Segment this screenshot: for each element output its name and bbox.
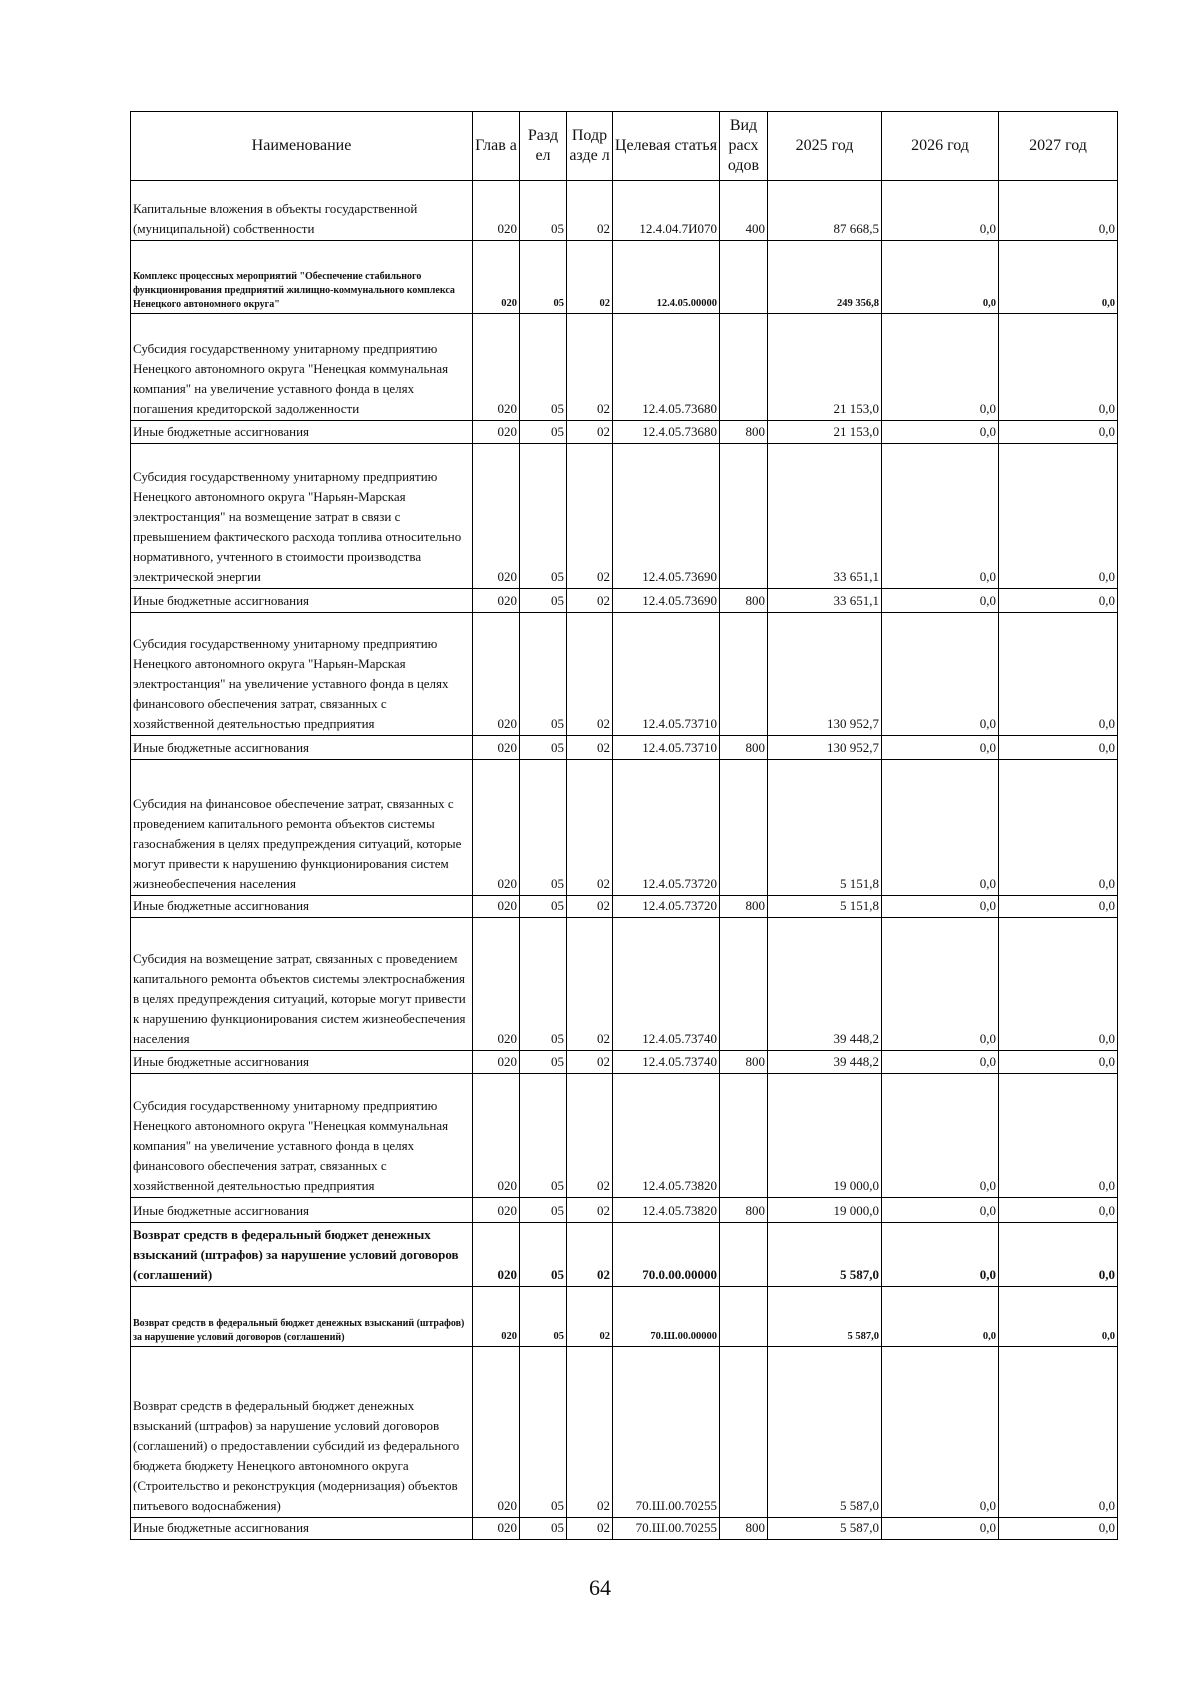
row-target: 12.4.05.73680 (613, 314, 720, 421)
row-podrazdel: 02 (567, 1074, 613, 1198)
table-row (131, 1051, 1118, 1074)
row-podrazdel: 02 (567, 589, 613, 613)
row-2026: 0,0 (882, 589, 999, 613)
row-target: 12.4.05.73740 (613, 918, 720, 1051)
row-2026: 0,0 (882, 896, 999, 918)
col-header-razdel: Разд ел (520, 112, 567, 181)
row-2027: 0,0 (999, 1518, 1118, 1540)
row-glava: 020 (473, 589, 520, 613)
table-row (131, 613, 1118, 736)
row-2025: 33 651,1 (768, 444, 882, 589)
row-target: 70.Ш.00.70255 (613, 1518, 720, 1540)
row-target: 12.4.05.73720 (613, 760, 720, 896)
row-2025: 5 587,0 (768, 1223, 882, 1287)
row-glava: 020 (473, 1223, 520, 1287)
table-row (131, 444, 1118, 589)
row-2025: 5 151,8 (768, 760, 882, 896)
col-header-glava: Глав а (473, 112, 520, 181)
row-2027: 0,0 (999, 314, 1118, 421)
col-header-target: Целевая статья (613, 112, 720, 181)
row-podrazdel: 02 (567, 314, 613, 421)
row-podrazdel: 02 (567, 181, 613, 241)
row-2025: 39 448,2 (768, 1051, 882, 1074)
table-row (131, 1074, 1118, 1198)
row-name: Возврат средств в федеральный бюджет денежных взысканий (штрафов) за нарушение условий договоров (соглашений) (131, 1223, 473, 1287)
row-razdel: 05 (520, 589, 567, 613)
row-2025: 21 153,0 (768, 314, 882, 421)
table-row (131, 181, 1118, 241)
row-razdel: 05 (520, 1051, 567, 1074)
row-vid: 800 (720, 1198, 768, 1223)
row-2025: 249 356,8 (768, 241, 882, 314)
table-row (131, 589, 1118, 613)
row-2027: 0,0 (999, 736, 1118, 760)
row-vid: 800 (720, 421, 768, 444)
row-name: Комплекс процессных мероприятий "Обеспечение стабильного функционирования предприятий жилищно-коммунального комплекса Ненецкого автономного округа" (131, 241, 473, 314)
row-podrazdel: 02 (567, 421, 613, 444)
row-podrazdel: 02 (567, 1287, 613, 1347)
row-2027: 0,0 (999, 1074, 1118, 1198)
row-vid: 800 (720, 1518, 768, 1540)
row-razdel: 05 (520, 613, 567, 736)
row-glava: 020 (473, 421, 520, 444)
row-razdel: 05 (520, 421, 567, 444)
row-2027: 0,0 (999, 918, 1118, 1051)
row-target: 12.4.05.00000 (613, 241, 720, 314)
row-2027: 0,0 (999, 241, 1118, 314)
table-row (131, 241, 1118, 314)
row-vid (720, 241, 768, 314)
row-glava: 020 (473, 613, 520, 736)
row-2026: 0,0 (882, 918, 999, 1051)
row-razdel: 05 (520, 241, 567, 314)
row-vid: 800 (720, 1051, 768, 1074)
row-vid (720, 1223, 768, 1287)
row-name: Возврат средств в федеральный бюджет денежных взысканий (штрафов) за нарушение условий договоров (соглашений) о предоставлении субсидий из федерального бюджета бюджету Ненецкого автономного округа (Строительство и реконструкция (модернизация) объектов питьевого водоснабжения) (131, 1347, 473, 1518)
row-vid (720, 1074, 768, 1198)
row-vid (720, 918, 768, 1051)
row-glava: 020 (473, 1518, 520, 1540)
row-2025: 5 151,8 (768, 896, 882, 918)
row-2025: 87 668,5 (768, 181, 882, 241)
row-razdel: 05 (520, 444, 567, 589)
row-podrazdel: 02 (567, 1347, 613, 1518)
row-2025: 5 587,0 (768, 1347, 882, 1518)
table-row (131, 736, 1118, 760)
row-target: 12.4.05.73690 (613, 589, 720, 613)
row-podrazdel: 02 (567, 736, 613, 760)
row-target: 70.0.00.00000 (613, 1223, 720, 1287)
row-name: Капитальные вложения в объекты государственной (муниципальной) собственности (131, 181, 473, 241)
row-target: 12.4.05.73680 (613, 421, 720, 444)
row-vid (720, 760, 768, 896)
row-target: 12.4.05.73820 (613, 1074, 720, 1198)
row-target: 12.4.04.7И070 (613, 181, 720, 241)
budget-table (130, 111, 1118, 1540)
table-row (131, 1223, 1118, 1287)
row-2026: 0,0 (882, 1287, 999, 1347)
row-2025: 19 000,0 (768, 1074, 882, 1198)
col-header-vid: Вид расх одов (720, 112, 768, 181)
row-target: 12.4.05.73720 (613, 896, 720, 918)
row-2027: 0,0 (999, 896, 1118, 918)
row-target: 12.4.05.73820 (613, 1198, 720, 1223)
row-2026: 0,0 (882, 444, 999, 589)
row-glava: 020 (473, 1051, 520, 1074)
row-2027: 0,0 (999, 589, 1118, 613)
row-2025: 33 651,1 (768, 589, 882, 613)
row-2026: 0,0 (882, 241, 999, 314)
row-glava: 020 (473, 241, 520, 314)
row-glava: 020 (473, 444, 520, 589)
table-row (131, 1198, 1118, 1223)
row-razdel: 05 (520, 760, 567, 896)
row-2027: 0,0 (999, 1223, 1118, 1287)
row-2026: 0,0 (882, 736, 999, 760)
row-2025: 39 448,2 (768, 918, 882, 1051)
row-2025: 21 153,0 (768, 421, 882, 444)
row-2025: 5 587,0 (768, 1287, 882, 1347)
row-razdel: 05 (520, 918, 567, 1051)
row-2025: 130 952,7 (768, 736, 882, 760)
row-name: Иные бюджетные ассигнования (131, 1198, 473, 1223)
page-number: 64 (589, 1575, 611, 1600)
row-name: Субсидия государственному унитарному предприятию Ненецкого автономного округа "Ненецкая коммунальная компания" на увеличение уставного фонда в целях погашения кредиторской задолженности (131, 314, 473, 421)
row-razdel: 05 (520, 181, 567, 241)
row-target: 12.4.05.73710 (613, 613, 720, 736)
row-podrazdel: 02 (567, 613, 613, 736)
row-name: Субсидия государственному унитарному предприятию Ненецкого автономного округа "Нарьян-Марская электростанция" на увеличение уставного фонда в целях финансового обеспечения затрат, связанных с хозяйственной деятельностью предприятия (131, 613, 473, 736)
table-row (131, 421, 1118, 444)
row-name: Иные бюджетные ассигнования (131, 896, 473, 918)
row-2027: 0,0 (999, 1347, 1118, 1518)
row-vid: 800 (720, 896, 768, 918)
row-podrazdel: 02 (567, 760, 613, 896)
row-podrazdel: 02 (567, 444, 613, 589)
row-podrazdel: 02 (567, 918, 613, 1051)
row-2025: 130 952,7 (768, 613, 882, 736)
row-2026: 0,0 (882, 1051, 999, 1074)
row-podrazdel: 02 (567, 1198, 613, 1223)
row-name: Иные бюджетные ассигнования (131, 421, 473, 444)
row-target: 12.4.05.73740 (613, 1051, 720, 1074)
table-row (131, 1518, 1118, 1540)
row-2025: 5 587,0 (768, 1518, 882, 1540)
row-name: Субсидия государственному унитарному предприятию Ненецкого автономного округа "Нарьян-Марская электростанция" на возмещение затрат в связи с превышением фактического расхода топлива относительно нормативного, учтенного в стоимости производства электрической энергии (131, 444, 473, 589)
row-name: Иные бюджетные ассигнования (131, 1518, 473, 1540)
row-2027: 0,0 (999, 421, 1118, 444)
row-glava: 020 (473, 1198, 520, 1223)
row-razdel: 05 (520, 1518, 567, 1540)
row-2026: 0,0 (882, 1223, 999, 1287)
row-2026: 0,0 (882, 314, 999, 421)
row-2027: 0,0 (999, 444, 1118, 589)
row-razdel: 05 (520, 1074, 567, 1198)
col-header-2025: 2025 год (768, 112, 882, 181)
row-2026: 0,0 (882, 613, 999, 736)
row-name: Иные бюджетные ассигнования (131, 1051, 473, 1074)
row-podrazdel: 02 (567, 1518, 613, 1540)
row-razdel: 05 (520, 1347, 567, 1518)
row-glava: 020 (473, 1347, 520, 1518)
row-2026: 0,0 (882, 1347, 999, 1518)
row-2026: 0,0 (882, 1074, 999, 1198)
row-vid (720, 314, 768, 421)
col-header-2027: 2027 год (999, 112, 1118, 181)
row-vid (720, 1347, 768, 1518)
row-glava: 020 (473, 181, 520, 241)
row-name: Иные бюджетные ассигнования (131, 589, 473, 613)
header-row (131, 112, 1118, 181)
row-2026: 0,0 (882, 760, 999, 896)
row-2027: 0,0 (999, 760, 1118, 896)
table-row (131, 760, 1118, 896)
row-vid (720, 1287, 768, 1347)
row-glava: 020 (473, 736, 520, 760)
row-2027: 0,0 (999, 1198, 1118, 1223)
table-row (131, 1287, 1118, 1347)
row-vid: 800 (720, 589, 768, 613)
row-2027: 0,0 (999, 613, 1118, 736)
row-vid: 800 (720, 736, 768, 760)
row-glava: 020 (473, 1074, 520, 1198)
row-razdel: 05 (520, 736, 567, 760)
row-target: 70.Ш.00.00000 (613, 1287, 720, 1347)
row-2026: 0,0 (882, 421, 999, 444)
row-2026: 0,0 (882, 181, 999, 241)
row-target: 70.Ш.00.70255 (613, 1347, 720, 1518)
row-razdel: 05 (520, 1198, 567, 1223)
row-glava: 020 (473, 896, 520, 918)
row-2027: 0,0 (999, 1287, 1118, 1347)
row-razdel: 05 (520, 1287, 567, 1347)
row-target: 12.4.05.73690 (613, 444, 720, 589)
table-row (131, 314, 1118, 421)
table-row (131, 1347, 1118, 1518)
col-header-podrazdel: Подр азде л (567, 112, 613, 181)
row-2025: 19 000,0 (768, 1198, 882, 1223)
row-podrazdel: 02 (567, 1051, 613, 1074)
row-name: Субсидия на финансовое обеспечение затрат, связанных с проведением капитального ремонта объектов системы газоснабжения в целях предупреждения ситуаций, которые могут привести к нарушению функционирования систем жизнеобеспечения населения (131, 760, 473, 896)
row-podrazdel: 02 (567, 241, 613, 314)
row-2027: 0,0 (999, 181, 1118, 241)
row-glava: 020 (473, 760, 520, 896)
row-podrazdel: 02 (567, 896, 613, 918)
row-podrazdel: 02 (567, 1223, 613, 1287)
col-header-2026: 2026 год (882, 112, 999, 181)
table-row (131, 918, 1118, 1051)
row-glava: 020 (473, 314, 520, 421)
col-header-name: Наименование (131, 112, 473, 181)
row-razdel: 05 (520, 1223, 567, 1287)
row-2027: 0,0 (999, 1051, 1118, 1074)
row-2026: 0,0 (882, 1518, 999, 1540)
row-target: 12.4.05.73710 (613, 736, 720, 760)
row-vid (720, 613, 768, 736)
row-2026: 0,0 (882, 1198, 999, 1223)
table-row (131, 896, 1118, 918)
row-vid: 400 (720, 181, 768, 241)
row-vid (720, 444, 768, 589)
row-glava: 020 (473, 918, 520, 1051)
row-razdel: 05 (520, 314, 567, 421)
row-name: Субсидия на возмещение затрат, связанных с проведением капитального ремонта объектов системы электроснабжения в целях предупреждения ситуаций, которые могут привести к нарушению функционирования систем жизнеобеспечения населения (131, 918, 473, 1051)
row-name: Возврат средств в федеральный бюджет денежных взысканий (штрафов) за нарушение условий договоров (соглашений) (131, 1287, 473, 1347)
row-name: Субсидия государственному унитарному предприятию Ненецкого автономного округа "Ненецкая коммунальная компания" на увеличение уставного фонда в целях финансового обеспечения затрат, связанных с хозяйственной деятельностью предприятия (131, 1074, 473, 1198)
row-name: Иные бюджетные ассигнования (131, 736, 473, 760)
row-glava: 020 (473, 1287, 520, 1347)
row-razdel: 05 (520, 896, 567, 918)
